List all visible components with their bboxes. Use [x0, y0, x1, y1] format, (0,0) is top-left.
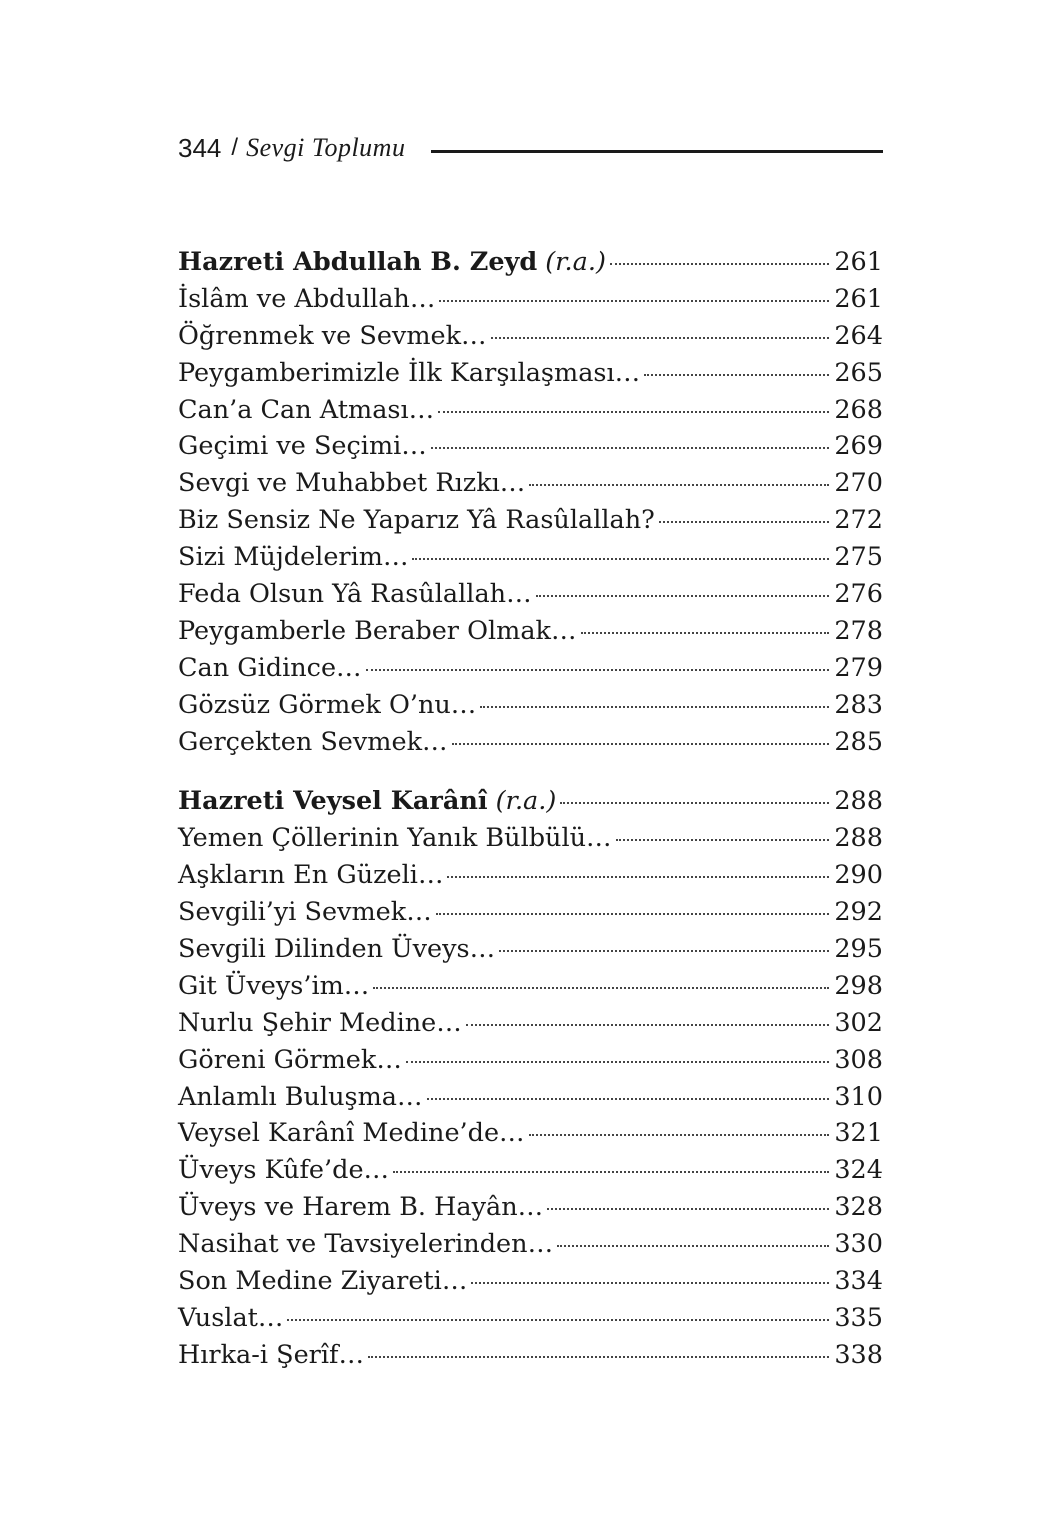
toc-entry-title: Peygamberimizle İlk Karşılaşması… [178, 357, 641, 388]
toc-entry-page: 261 [834, 283, 883, 314]
toc-entry-title: Anlamlı Buluşma… [178, 1081, 423, 1112]
toc-entry-page: 285 [834, 726, 883, 757]
toc-entry-title: Can’a Can Atması… [178, 394, 435, 425]
dot-leader [581, 632, 830, 634]
toc-entry-page: 335 [834, 1302, 883, 1333]
dot-leader [529, 484, 829, 486]
toc-entry [178, 1008, 883, 1045]
toc-entry-page: 321 [834, 1118, 883, 1149]
section-heading-title [178, 247, 606, 277]
section-heading-title [178, 786, 556, 816]
dot-leader [616, 839, 830, 841]
dot-leader [287, 1319, 829, 1321]
toc-entry [178, 1340, 883, 1377]
toc-entry-title: Gerçekten Sevmek… [178, 726, 448, 757]
toc-entry-page: 264 [834, 320, 883, 351]
toc-section [178, 247, 883, 763]
toc-entry-title: Nasihat ve Tavsiyelerinden… [178, 1229, 554, 1260]
toc-entry-page: 338 [834, 1339, 883, 1370]
dot-leader [480, 706, 829, 708]
book-title: Sevgi Toplumu [246, 133, 406, 162]
toc-section-heading [178, 247, 883, 284]
dot-leader [557, 1245, 829, 1247]
toc-entry-title: Son Medine Ziyareti… [178, 1266, 468, 1297]
dot-leader [412, 558, 829, 560]
toc-entry-title: İslâm ve Abdullah… [178, 283, 436, 314]
toc-entry-title: Git Üveys’im… [178, 970, 370, 1001]
dot-leader [447, 876, 829, 878]
toc-entry [178, 1303, 883, 1340]
dot-leader [659, 521, 830, 523]
dot-leader [452, 743, 830, 745]
toc-entry-title: Gözsüz Görmek O’nu… [178, 689, 477, 720]
dot-leader [610, 263, 829, 265]
section-heading-page: 288 [834, 786, 883, 817]
toc-section-heading [178, 786, 883, 823]
toc-entry [178, 395, 883, 432]
section-heading-text: Hazreti Veysel Karânî [178, 786, 488, 817]
toc-entry [178, 321, 883, 358]
toc-entry [178, 823, 883, 860]
dot-leader [436, 913, 830, 915]
dot-leader [439, 300, 829, 302]
toc-entry-title: Üveys ve Harem B. Hayân… [178, 1192, 544, 1223]
toc-entry [178, 690, 883, 727]
toc-entry-title: Biz Sensiz Ne Yaparız Yâ Rasûlallah? [178, 505, 655, 536]
toc-entry-title: Geçimi ve Seçimi… [178, 431, 427, 462]
toc-entry-page: 269 [834, 431, 883, 462]
toc-entry-page: 328 [834, 1192, 883, 1223]
toc-entry [178, 971, 883, 1008]
toc-entry [178, 727, 883, 764]
section-heading-text: Hazreti Abdullah B. Zeyd [178, 247, 538, 277]
toc-entry [178, 897, 883, 934]
dot-leader [366, 669, 830, 671]
toc-entry-title: Sevgili’yi Sevmek… [178, 897, 432, 928]
toc-entry [178, 1082, 883, 1119]
dot-leader [529, 1134, 830, 1136]
toc-entry [178, 1045, 883, 1082]
toc-entry [178, 1229, 883, 1266]
toc-entry [178, 1266, 883, 1303]
dot-leader [427, 1098, 830, 1100]
toc-entry [178, 1192, 883, 1229]
toc-entry [178, 616, 883, 653]
toc-entry-page: 276 [834, 579, 883, 610]
toc-entry [178, 542, 883, 579]
toc-entry-page: 334 [834, 1266, 883, 1297]
toc-entry [178, 653, 883, 690]
toc-entry-page: 283 [834, 689, 883, 720]
toc-entry-page: 308 [834, 1044, 883, 1075]
dot-leader [406, 1061, 830, 1063]
toc-entry-page: 290 [834, 860, 883, 891]
toc-entry-title: Öğrenmek ve Sevmek… [178, 320, 487, 351]
dot-leader [368, 1356, 829, 1358]
toc-entry-page: 272 [834, 505, 883, 536]
toc-entry-page: 288 [834, 823, 883, 854]
toc-entry-page: 295 [834, 934, 883, 965]
dot-leader [644, 374, 829, 376]
toc-entry-page: 302 [834, 1007, 883, 1038]
toc-entry [178, 934, 883, 971]
toc-entry-page: 292 [834, 897, 883, 928]
toc-entry-page: 324 [834, 1155, 883, 1186]
toc-entry-page: 270 [834, 468, 883, 499]
toc-entry-page: 298 [834, 970, 883, 1001]
toc-entry-page: 330 [834, 1229, 883, 1260]
section-heading-page: 261 [834, 247, 883, 277]
dot-leader [547, 1208, 829, 1210]
toc-entry [178, 284, 883, 321]
dot-leader [393, 1171, 829, 1173]
header-rule [431, 150, 883, 153]
toc-entry-title: Can Gidince… [178, 652, 362, 683]
toc-section [178, 786, 883, 1376]
toc-entry [178, 431, 883, 468]
toc-entry-page: 265 [834, 357, 883, 388]
toc-entry-title: Nurlu Şehir Medine… [178, 1007, 462, 1038]
toc-entry [178, 1155, 883, 1192]
toc-entry-title: Üveys Kûfe’de… [178, 1155, 390, 1186]
dot-leader [491, 337, 830, 339]
toc-entry-page: 275 [834, 542, 883, 573]
page-number: 344 [178, 132, 222, 163]
toc-entry-title: Sevgi ve Muhabbet Rızkı… [178, 468, 526, 499]
dot-leader [560, 802, 829, 804]
toc-entry-page: 278 [834, 615, 883, 646]
toc-entry-title: Feda Olsun Yâ Rasûlallah… [178, 579, 532, 610]
toc-entry-title: Göreni Görmek… [178, 1044, 402, 1075]
table-of-contents [178, 247, 883, 1377]
toc-entry [178, 358, 883, 395]
toc-entry-title: Sizi Müjdelerim… [178, 542, 409, 573]
toc-entry-title: Yemen Çöllerinin Yanık Bülbülü… [178, 823, 612, 854]
section-heading-honorific: (r.a.) [545, 247, 606, 277]
toc-entry-page: 310 [834, 1081, 883, 1112]
toc-entry-page: 268 [834, 394, 883, 425]
section-heading-honorific: (r.a.) [495, 786, 557, 817]
toc-entry-title: Peygamberle Beraber Olmak… [178, 615, 577, 646]
header-separator: / [231, 134, 239, 161]
dot-leader [536, 595, 830, 597]
toc-entry-title: Aşkların En Güzeli… [178, 860, 444, 891]
dot-leader [373, 987, 829, 989]
dot-leader [499, 950, 829, 952]
toc-entry-title: Hırka-i Şerîf… [178, 1339, 364, 1370]
toc-entry [178, 860, 883, 897]
dot-leader [471, 1282, 829, 1284]
toc-entry-title: Veysel Karânî Medine’de… [178, 1118, 525, 1149]
dot-leader [431, 447, 830, 449]
toc-entry-title: Vuslat… [178, 1302, 284, 1333]
toc-entry-page: 279 [834, 652, 883, 683]
dot-leader [438, 411, 829, 413]
toc-entry [178, 468, 883, 505]
running-header [178, 128, 883, 168]
toc-entry-title: Sevgili Dilinden Üveys… [178, 934, 496, 965]
toc-entry [178, 579, 883, 616]
toc-entry [178, 505, 883, 542]
toc-entry [178, 1118, 883, 1155]
dot-leader [466, 1024, 830, 1026]
